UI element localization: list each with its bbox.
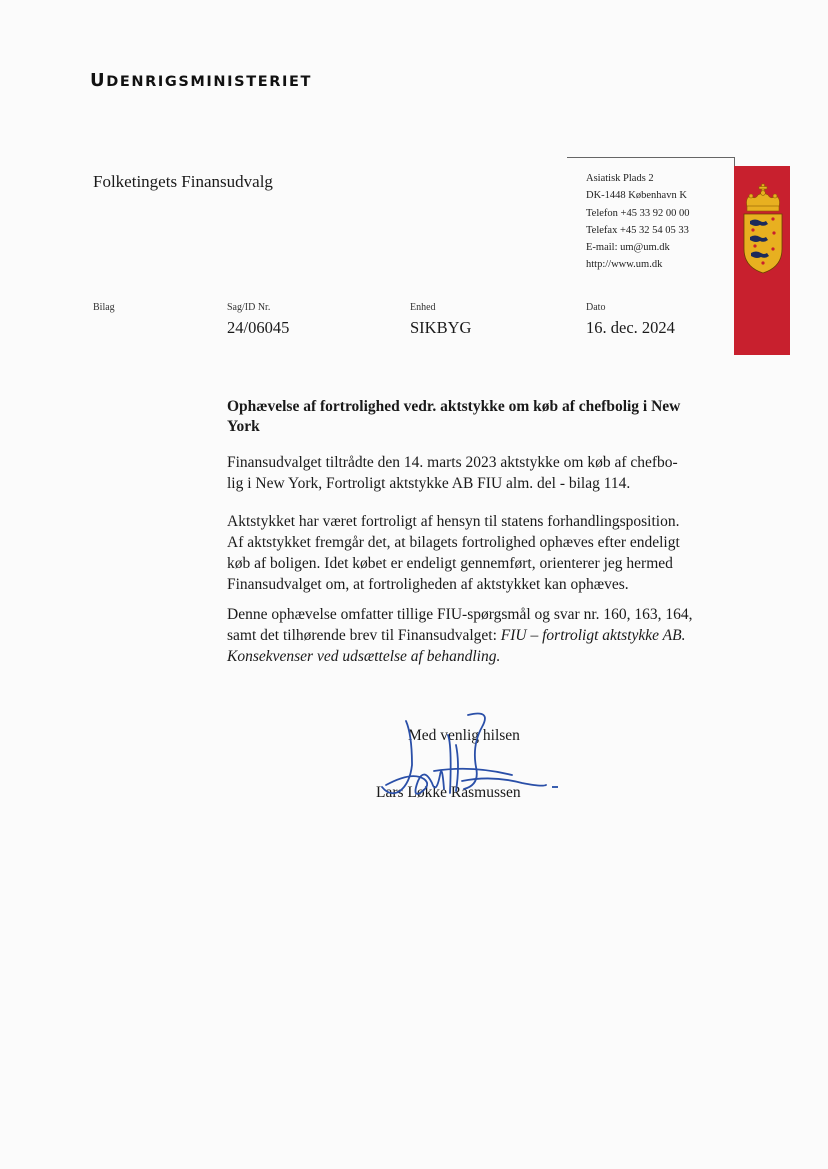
address-line: Asiatisk Plads 2 bbox=[586, 173, 654, 184]
address-block bbox=[586, 170, 689, 274]
royal-coat-of-arms-icon bbox=[741, 183, 785, 275]
unit-label: Enhed bbox=[410, 302, 436, 313]
letter-reference-title: FIU – fortroligt aktstykke AB. bbox=[500, 627, 686, 644]
ministry-name-initial: U bbox=[90, 70, 107, 91]
paragraph-line: lig i New York, Fortroligt aktstykke AB FIU alm. del - bilag 114. bbox=[227, 475, 631, 492]
address-line: Telefax +45 32 54 05 33 bbox=[586, 224, 689, 236]
letter-reference-title: Konsekvenser ved udsættelse af behandling. bbox=[227, 648, 501, 665]
address-email: E-mail: um@um.dk bbox=[586, 242, 670, 254]
address-line: DK-1448 København K bbox=[586, 190, 687, 202]
date-value: 16. dec. 2024 bbox=[586, 318, 675, 337]
ministry-name-rest: DENRIGSMINISTERIET bbox=[106, 74, 312, 90]
bilag-label: Bilag bbox=[93, 302, 115, 313]
paragraph-2 bbox=[227, 511, 722, 595]
closing-regards: Med venlig hilsen bbox=[408, 727, 520, 744]
date-label: Dato bbox=[586, 302, 606, 313]
paragraph-3 bbox=[227, 604, 722, 667]
address-rule bbox=[567, 157, 735, 158]
paragraph-line: Af aktstykket fremgår det, at bilagets fortrolighed ophæves efter endeligt bbox=[227, 534, 680, 551]
address-line: Telefon +45 33 92 00 00 bbox=[586, 207, 690, 219]
recipient: Folketingets Finansudvalg bbox=[93, 172, 273, 191]
paragraph-line bbox=[227, 646, 722, 667]
paragraph-line: Finansudvalget om, at fortroligheden af aktstykket kan ophæves. bbox=[227, 576, 629, 593]
unit-value: SIKBYG bbox=[410, 318, 472, 337]
case-id-value: 24/06045 bbox=[227, 318, 290, 337]
subject-heading: Ophævelse af fortrolighed vedr. aktstykke om køb af chefbolig i New York bbox=[227, 398, 681, 435]
paragraph-line: Finansudvalget tiltrådte den 14. marts 2023 aktstykke om køb af chefbo- bbox=[227, 454, 678, 471]
ministry-name bbox=[90, 70, 312, 91]
signer-name: Lars Løkke Rasmussen bbox=[376, 784, 521, 801]
paragraph-line bbox=[227, 625, 722, 646]
paragraph-text: samt det tilhørende brev til Finansudvalget: bbox=[227, 627, 501, 644]
paragraph-line: Denne ophævelse omfatter tillige FIU-spørgsmål og svar nr. 160, 163, 164, bbox=[227, 606, 693, 623]
paragraph-line: køb af boligen. Idet købet er endeligt gennemført, orienterer jeg hermed bbox=[227, 555, 673, 572]
address-website: http://www.um.dk bbox=[586, 259, 663, 271]
paragraph-1 bbox=[227, 452, 722, 494]
paragraph-line: Aktstykket har været fortroligt af hensyn til statens forhandlingsposition. bbox=[227, 513, 680, 530]
decorative-dash bbox=[552, 786, 558, 788]
handwritten-signature bbox=[372, 705, 572, 805]
case-id-label: Sag/ID Nr. bbox=[227, 302, 271, 313]
